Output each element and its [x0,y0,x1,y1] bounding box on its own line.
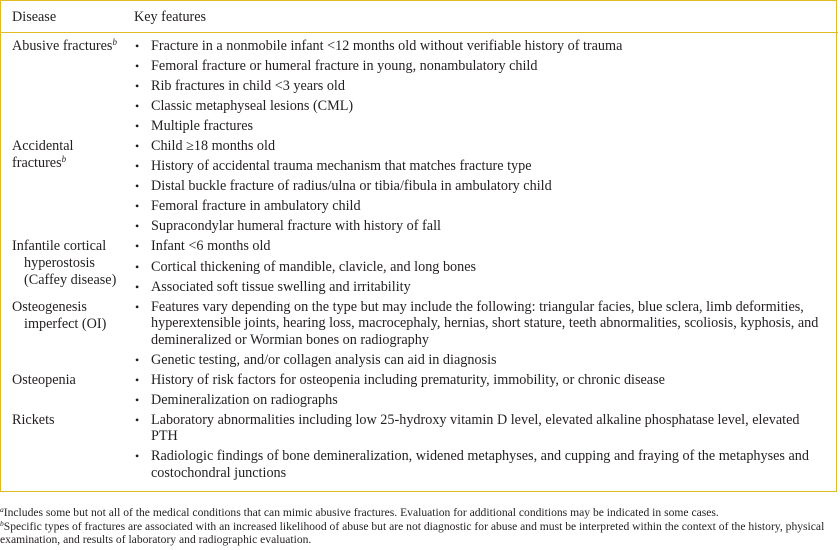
bullet-icon: • [135,352,140,367]
feature-item [134,158,824,175]
feature-text: Rib fractures in child <3 years old [151,78,345,95]
bullet-icon: • [135,299,140,314]
disease-cell [12,238,130,289]
disease-name-line: (Caffey disease) [24,272,117,289]
feature-item [134,279,824,296]
bullet-icon: • [135,412,140,427]
bullet-icon: • [135,39,140,53]
bullet-icon: • [135,259,140,274]
bullet-icon: • [135,119,140,134]
footnote-a [0,506,840,520]
footnote-text: Includes some but not all of the medical conditions that can mimic abusive fractures. Evaluation for additional conditions may be indicated in some cases. [3,506,719,519]
feature-item [134,118,824,135]
disease-name-line: Osteogenesis [12,298,87,315]
disease-name-line: Accidental fractures$^b$ [12,138,74,172]
feature-text: Demineralization on radiographs [151,391,338,408]
footnote-text: Specific types of fractures are associated with an increased likelihood of abuse but are not diagnostic for abuse and must be interpreted within the context of the history, physical examination, and results of laboratory and radiographic evaluation. [0,519,825,546]
table-footnotes [0,506,840,547]
feature-item [134,218,824,235]
table-row [1,38,838,135]
feature-item [134,98,824,115]
disease-cell [12,38,130,55]
footnote-marker: b [61,154,67,165]
feature-text: Supracondylar humeral fracture with history of fall [151,218,441,235]
feature-text: Femoral fracture in ambulatory child [151,198,361,215]
bullet-icon: • [135,239,140,254]
feature-text: Laboratory abnormalities including low 25-hydroxy vitamin D level, elevated alkaline phosphatase level, elevated PTH [151,411,800,445]
features-cell [134,372,824,409]
feature-item [134,58,824,75]
table-body [1,38,838,485]
feature-text: History of accidental trauma mechanism that matches fracture type [151,158,532,175]
feature-text: Associated soft tissue swelling and irritability [151,278,411,295]
disease-cell [12,372,130,389]
features-cell [134,238,824,295]
disease-cell [12,138,130,172]
disease-name-line: Infantile cortical [12,238,107,255]
feature-item [134,412,824,445]
header-disease: Disease [12,9,57,25]
table-row [1,412,838,482]
footnote-marker: a [0,505,4,514]
table-row [1,238,838,295]
feature-text: Distal buckle fracture of radius/ulna or tibia/fibula in ambulatory child [151,178,552,195]
bullet-icon: • [135,219,140,234]
bullet-icon: • [135,79,140,94]
table-header-row [1,1,838,33]
bullet-icon: • [135,199,140,214]
feature-item [134,448,824,481]
disease-name-line: Rickets [12,411,55,428]
disease-name-line: Osteopenia [12,371,76,388]
bullet-icon: • [135,139,140,154]
table-row [1,299,838,369]
feature-text: Multiple fractures [151,118,254,135]
footnote-marker: b [112,37,117,47]
bullet-icon: • [135,99,140,114]
feature-text: Features vary depending on the type but may include the following: triangular facies, blue sclera, limb deformities, hyperextensible joints, hearing loss, macrocephaly, hernias, short stature, teeth abnormalities, scoliosis, kyphosis, and demineralized or Wormian bones on radiography [151,298,819,348]
bullet-icon: • [135,372,140,387]
bullet-icon: • [135,392,140,407]
feature-item [134,78,824,95]
feature-item [134,372,824,389]
feature-text: Femoral fracture or humeral fracture in young, nonambulatory child [151,58,538,75]
feature-text: History of risk factors for osteopenia including prematurity, immobility, or chronic disease [151,371,665,388]
feature-text: Genetic testing, and/or collagen analysis can aid in diagnosis [151,351,497,368]
disease-name-line: hyperostosis [24,255,95,272]
feature-item [134,138,824,155]
feature-item [134,38,824,55]
disease-name-line: imperfect (OI) [24,315,107,332]
feature-item [134,352,824,369]
feature-item [134,198,824,215]
feature-text: Child ≥18 months old [151,138,276,155]
feature-text: Fracture in a nonmobile infant <12 months old without verifiable history of trauma [151,38,623,54]
features-cell [134,38,824,135]
feature-text: Cortical thickening of mandible, clavicle, and long bones [151,258,477,275]
bullet-icon: • [135,279,140,294]
feature-item [134,259,824,276]
disease-name-line: Abusive fractures$^b$ [12,37,117,54]
feature-text: Radiologic findings of bone demineralization, widened metaphyses, and cupping and fraying of the metaphyses and costochondral junctions [151,448,809,481]
bullet-icon: • [135,179,140,194]
table-row [1,372,838,409]
feature-item [134,238,824,255]
disease-cell [12,412,130,429]
disease-cell [12,299,130,333]
bullet-icon: • [135,159,140,174]
bullet-icon: • [135,59,140,74]
feature-item [134,392,824,409]
features-cell [134,412,824,482]
footnote-marker: b [0,518,4,528]
features-cell [134,138,824,235]
bullet-icon: • [135,449,140,464]
feature-item [134,178,824,195]
feature-item [134,299,824,349]
footnote-b [0,520,840,547]
header-key-features: Key features [134,9,207,25]
feature-text: Classic metaphyseal lesions (CML) [151,98,354,115]
table-row [1,138,838,235]
feature-text: Infant <6 months old [151,238,271,255]
features-cell [134,299,824,369]
